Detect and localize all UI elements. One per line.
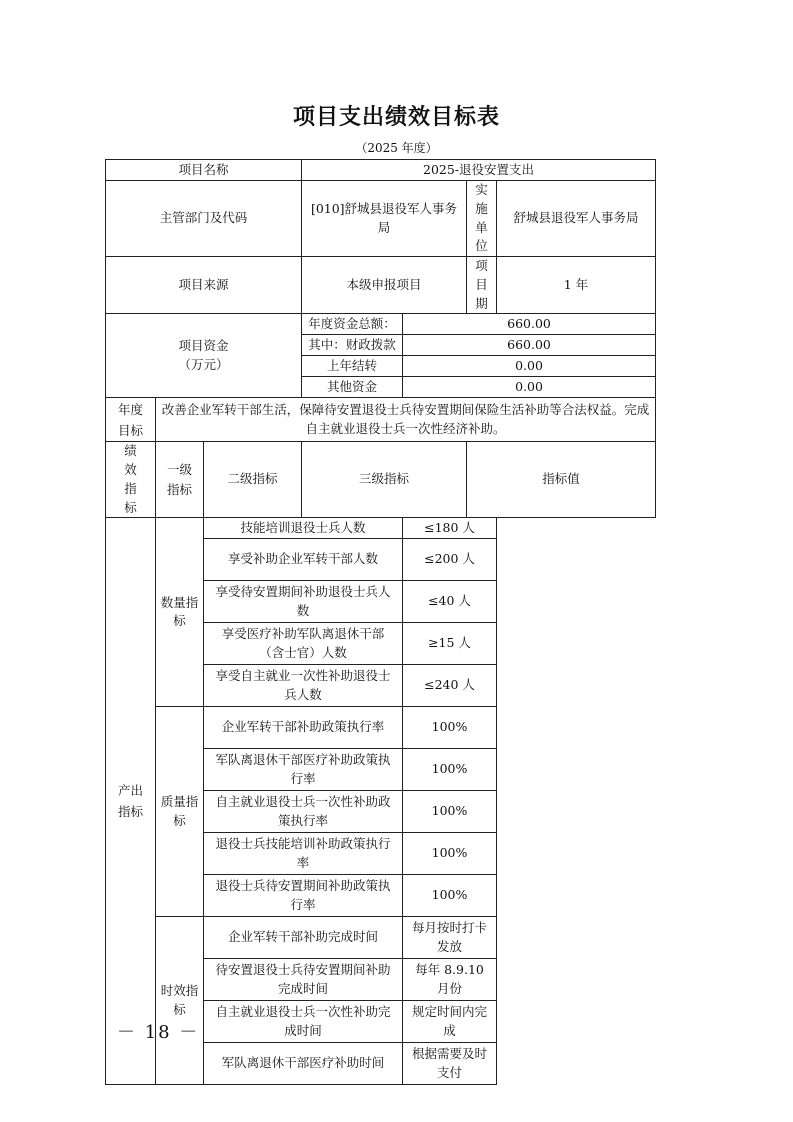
indicator-value: 每月按时打卡发放 <box>403 917 497 959</box>
level3-indicator: 企业军转干部补助政策执行率 <box>204 707 403 749</box>
funds-row-value: 0.00 <box>403 356 656 377</box>
page-subtitle: （2025 年度） <box>355 141 438 155</box>
funds-row-label: 其他资金 <box>302 377 403 398</box>
page-title: 项目支出绩效目标表 <box>292 104 500 130</box>
level3-indicator: 享受待安置期间补助退役士兵人数 <box>204 581 403 623</box>
objective-text: 改善企业军转干部生活，保障待安置退役士兵待安置期间保险生活补助等合法权益。完成自主就业退役士兵一次性经济补助。 <box>156 398 656 442</box>
level3-indicator: 享受医疗补助军队离退休干部（含士官）人数 <box>204 623 403 665</box>
level3-indicator: 退役士兵待安置期间补助政策执行率 <box>204 875 403 917</box>
level2-indicator: 数量指标 <box>156 518 204 707</box>
level3-indicator: 技能培训退役士兵人数 <box>204 518 403 539</box>
period-label: 项目期 <box>467 257 497 314</box>
indicator-value: 100% <box>403 749 497 791</box>
level1-indicator: 产出 指标 <box>106 518 156 1085</box>
level2-indicator: 时效指标 <box>156 917 204 1085</box>
performance-target-table <box>105 159 656 1085</box>
header-level3: 三级指标 <box>302 442 467 518</box>
source-value: 本级申报项目 <box>302 257 467 314</box>
level3-indicator: 自主就业退役士兵一次性补助政策执行率 <box>204 791 403 833</box>
indicator-value: ≤200 人 <box>403 539 497 581</box>
level3-indicator: 军队离退休干部医疗补助政策执行率 <box>204 749 403 791</box>
dept-value: [010]舒城县退役军人事务局 <box>302 181 467 257</box>
level3-indicator: 军队离退休干部医疗补助时间 <box>204 1043 403 1085</box>
funds-row-label: 其中：财政拨款 <box>302 335 403 356</box>
dept-label: 主管部门及代码 <box>106 181 302 257</box>
level3-indicator: 待安置退役士兵待安置期间补助完成时间 <box>204 959 403 1001</box>
indicator-value: 100% <box>403 833 497 875</box>
funds-row-value: 660.00 <box>403 314 656 335</box>
project-name-label: 项目名称 <box>106 160 302 181</box>
indicator-value: 每年 8.9.10 月份 <box>403 959 497 1001</box>
header-level1: 一级 指标 <box>156 442 204 518</box>
indicators-section-label: 绩 效 指 标 <box>106 442 156 518</box>
funds-label: 项目资金 （万元） <box>106 314 302 398</box>
source-label: 项目来源 <box>106 257 302 314</box>
indicator-value: ≤40 人 <box>403 581 497 623</box>
header-level2: 二级指标 <box>204 442 302 518</box>
indicator-value: ≥15 人 <box>403 623 497 665</box>
objective-label: 年度 目标 <box>106 398 156 442</box>
indicator-value: 根据需要及时支付 <box>403 1043 497 1085</box>
funds-row-label: 年度资金总额： <box>302 314 403 335</box>
level3-indicator: 享受自主就业一次性补助退役士兵人数 <box>204 665 403 707</box>
level3-indicator: 自主就业退役士兵一次性补助完成时间 <box>204 1001 403 1043</box>
indicator-value: 100% <box>403 875 497 917</box>
impl-unit-label: 实施单位 <box>467 181 497 257</box>
indicator-value: 规定时间内完成 <box>403 1001 497 1043</box>
period-value: 1 年 <box>497 257 656 314</box>
funds-row-label: 上年结转 <box>302 356 403 377</box>
indicator-value: ≤180 人 <box>403 518 497 539</box>
indicator-value: ≤240 人 <box>403 665 497 707</box>
level2-indicator: 质量指标 <box>156 707 204 917</box>
level3-indicator: 退役士兵技能培训补助政策执行率 <box>204 833 403 875</box>
level3-indicator: 企业军转干部补助完成时间 <box>204 917 403 959</box>
project-name-value: 2025-退役安置支出 <box>302 160 656 181</box>
funds-row-value: 660.00 <box>403 335 656 356</box>
header-value: 指标值 <box>467 442 656 518</box>
impl-unit-value: 舒城县退役军人事务局 <box>497 181 656 257</box>
page-number: － 18 － <box>117 1022 200 1043</box>
indicator-value: 100% <box>403 791 497 833</box>
funds-row-value: 0.00 <box>403 377 656 398</box>
indicator-value: 100% <box>403 707 497 749</box>
level3-indicator: 享受补助企业军转干部人数 <box>204 539 403 581</box>
